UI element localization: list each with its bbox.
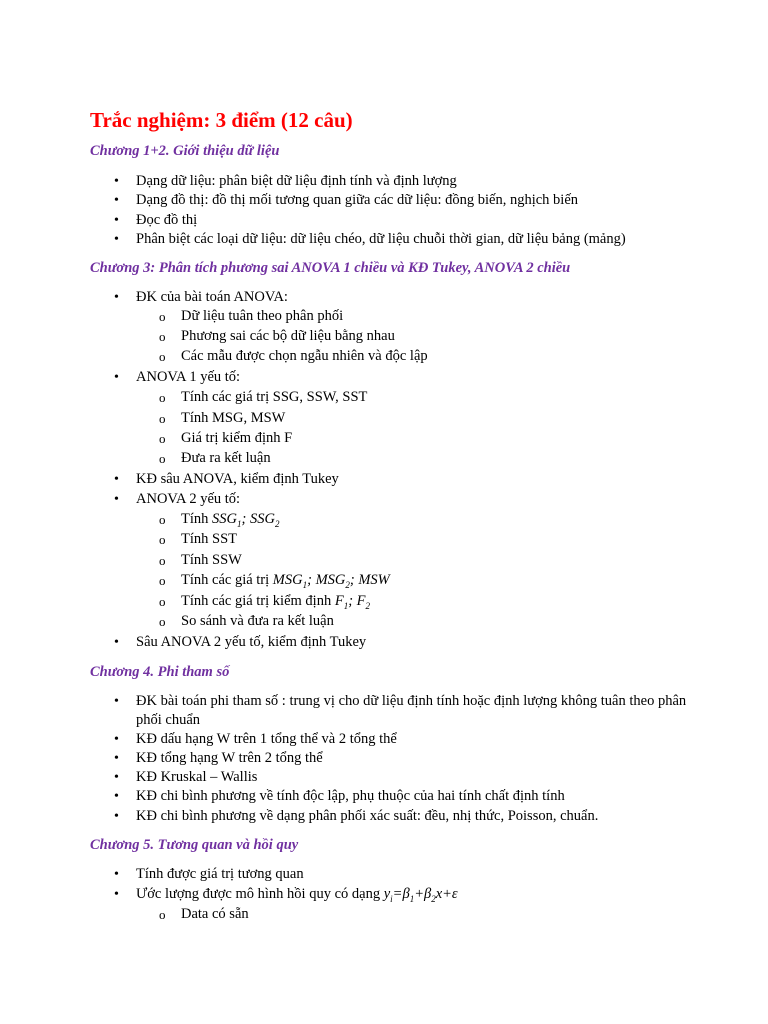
bullet: • bbox=[114, 290, 119, 305]
sub-bullet: o bbox=[159, 390, 166, 405]
heading-chapter-5: Chương 5. Tương quan và hồi quy bbox=[90, 837, 299, 853]
sub-list-item: o Tính các giá trị kiểm định $F_1$; $F_2$ bbox=[159, 593, 370, 611]
sub-bullet: o bbox=[159, 451, 166, 466]
bullet: • bbox=[114, 809, 119, 824]
sub-list-item: o Phương sai các bộ dữ liệu bằng nhau bbox=[159, 328, 395, 344]
list-item: • ĐK bài toán phi tham số : trung vị cho dữ liệu định tính hoặc định lượng không tuân theo phân phối chuẩn bbox=[114, 693, 687, 728]
sub-list-item: o Đưa ra kết luận bbox=[159, 450, 271, 466]
sub-list-item: o Giá trị kiểm định F bbox=[159, 430, 293, 446]
sub-list-item: o Tính các giá trị $MSG_1$; $MSG_2$; MSW bbox=[159, 572, 390, 590]
bullet: • bbox=[114, 694, 119, 709]
sub-bullet: o bbox=[159, 431, 166, 446]
sub-list-item: o Tính SSW bbox=[159, 552, 242, 568]
formula-regression: $y_i=\beta_1+\beta_2x+\varepsilon$ bbox=[383, 886, 458, 904]
list-item: • KĐ dấu hạng W trên 1 tổng thể và 2 tổng thể bbox=[114, 731, 397, 747]
bullet: • bbox=[114, 213, 119, 228]
bullet: • bbox=[114, 174, 119, 189]
heading-chapter-1-2: Chương 1+2. Giới thiệu dữ liệu bbox=[90, 143, 280, 159]
sub-list-item: o Dữ liệu tuân theo phân phối bbox=[159, 308, 344, 324]
list-item: • KĐ chi bình phương về tính độc lập, phụ thuộc của hai tính chất định tính bbox=[114, 788, 565, 804]
bullet: • bbox=[114, 472, 119, 487]
list-item: • Phân biệt các loại dữ liệu: dữ liệu chéo, dữ liệu chuỗi thời gian, dữ liệu bảng (mảng) bbox=[114, 231, 626, 247]
bullet: • bbox=[114, 732, 119, 747]
bullet: • bbox=[114, 492, 119, 507]
sub-bullet: o bbox=[159, 329, 166, 344]
list-item: • Đọc đồ thị bbox=[114, 212, 198, 228]
sub-bullet: o bbox=[159, 512, 166, 527]
sub-bullet: o bbox=[159, 907, 166, 922]
sub-list-item: o Tính $SSG_1$; $SSG_2$ bbox=[159, 511, 280, 529]
sub-bullet: o bbox=[159, 614, 166, 629]
bullet: • bbox=[114, 232, 119, 247]
sub-list-item: o Data có sẵn bbox=[159, 906, 249, 922]
list-item: • Ước lượng được mô hình hồi quy có dạng $y_i=\beta_1+\beta_2x+\varepsilon$ bbox=[114, 886, 458, 904]
sub-bullet: o bbox=[159, 349, 166, 364]
list-item: • KĐ sâu ANOVA, kiểm định Tukey bbox=[114, 471, 339, 487]
sub-list-item: o Tính các giá trị SSG, SSW, SST bbox=[159, 389, 368, 405]
bullet: • bbox=[114, 193, 119, 208]
list-item: • ĐK của bài toán ANOVA: bbox=[114, 289, 288, 305]
formula-ssg: $SSG_1$; $SSG_2$ bbox=[212, 511, 280, 529]
heading-chapter-4: Chương 4. Phi tham số bbox=[90, 664, 230, 680]
list-item: • Dạng đồ thị: đồ thị mối tương quan giữa các dữ liệu: đồng biến, nghịch biến bbox=[114, 192, 579, 208]
list-item: • Dạng dữ liệu: phân biệt dữ liệu định tính và định lượng bbox=[114, 173, 457, 189]
bullet: • bbox=[114, 635, 119, 650]
sub-bullet: o bbox=[159, 309, 166, 324]
sub-bullet: o bbox=[159, 573, 166, 588]
bullet: • bbox=[114, 751, 119, 766]
sub-list-item: o Tính MSG, MSW bbox=[159, 410, 286, 426]
heading-chapter-3: Chương 3: Phân tích phương sai ANOVA 1 chiều và KĐ Tukey, ANOVA 2 chiều bbox=[90, 260, 571, 276]
sub-list-item: o Tính SST bbox=[159, 531, 237, 547]
sub-list-item: o Các mẫu được chọn ngẫu nhiên và độc lập bbox=[159, 348, 428, 364]
formula-f: $F_1$; $F_2$ bbox=[334, 593, 370, 611]
bullet: • bbox=[114, 770, 119, 785]
list-item: • Tính được giá trị tương quan bbox=[114, 866, 304, 882]
list-item: • ANOVA 2 yếu tố: bbox=[114, 491, 241, 507]
list-item: • Sâu ANOVA 2 yếu tố, kiểm định Tukey bbox=[114, 634, 367, 650]
formula-msg: $MSG_1$; $MSG_2$; MSW bbox=[272, 572, 390, 590]
bullet: • bbox=[114, 867, 119, 882]
bullet: • bbox=[114, 370, 119, 385]
list-item: • KĐ chi bình phương về dạng phân phối xác suất: đều, nhị thức, Poisson, chuẩn. bbox=[114, 808, 599, 824]
list-item: • ANOVA 1 yếu tố: bbox=[114, 369, 241, 385]
sub-bullet: o bbox=[159, 411, 166, 426]
sub-bullet: o bbox=[159, 594, 166, 609]
sub-bullet: o bbox=[159, 532, 166, 547]
sub-list-item: o So sánh và đưa ra kết luận bbox=[159, 613, 334, 629]
sub-bullet: o bbox=[159, 553, 166, 568]
bullet: • bbox=[114, 887, 119, 902]
list-item: • KĐ tổng hạng W trên 2 tổng thể bbox=[114, 750, 323, 766]
page-title: Trắc nghiệm: 3 điểm (12 câu) bbox=[90, 108, 353, 132]
list-item: • KĐ Kruskal – Wallis bbox=[114, 769, 258, 785]
bullet: • bbox=[114, 789, 119, 804]
